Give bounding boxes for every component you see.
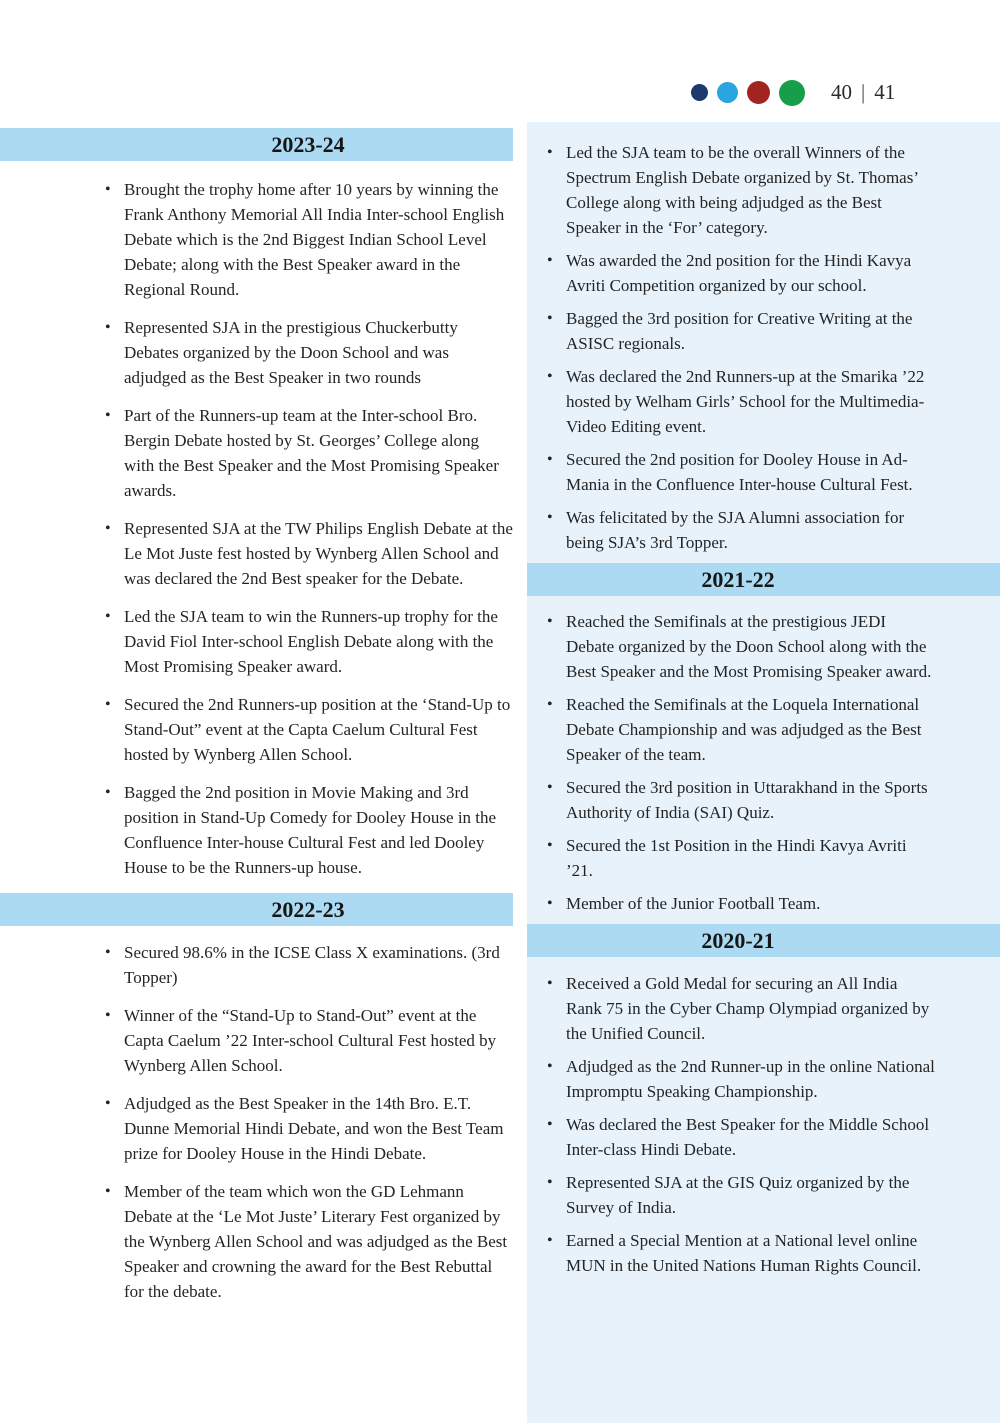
left-column [0,0,513,1317]
list-item: • Represented SJA at the GIS Quiz organized by the Survey of India. [545,1170,937,1220]
achievements-2023-24-left [103,177,513,880]
section-band-2021-22 [527,563,1000,596]
list-item: • Represented SJA in the prestigious Chuckerbutty Debates organized by the Doon School and was adjudged as the Best Speaker in two rounds [103,315,513,390]
list-item: • Reached the Semifinals at the prestigious JEDI Debate organized by the Doon School along with the Best Speaker and the Most Promising Speaker award. [545,609,937,684]
section-band-2020-21 [527,924,1000,957]
list-item: • Bagged the 3rd position for Creative Writing at the ASISC regionals. [545,306,937,356]
list-item: • Received a Gold Medal for securing an All India Rank 75 in the Cyber Champ Olympiad organized by the Unified Council. [545,971,937,1046]
section-title: 2021-22 [701,567,775,592]
list-item: • Earned a Special Mention at a National level online MUN in the United Nations Human Rights Council. [545,1228,937,1278]
list-item: • Winner of the “Stand-Up to Stand-Out” event at the Capta Caelum ’22 Inter-school Cultural Fest hosted by Wynberg Allen School. [103,1003,513,1078]
list-item: • Secured the 3rd position in Uttarakhand in the Sports Authority of India (SAI) Quiz. [545,775,937,825]
achievements-2020-21 [545,971,1000,1278]
list-item: • Led the SJA team to win the Runners-up trophy for the David Fiol Inter-school English Debate along with the Most Promising Speaker award. [103,604,513,679]
section-title: 2023-24 [271,132,345,157]
page-number-left: 40 [831,80,852,104]
list-item: • Represented SJA at the TW Philips English Debate at the Le Mot Juste fest hosted by Wynberg Allen School and was declared the 2nd Best speaker for the Debate. [103,516,513,591]
list-item: • Brought the trophy home after 10 years by winning the Frank Anthony Memorial All India Inter-school English Debate which is the 2nd Biggest Indian School Level Debate; along with the Best Speaker award in the Regional Round. [103,177,513,302]
page-number-separator: | [861,80,866,104]
section-band-2022-23 [0,893,513,926]
list-item: • Was declared the 2nd Runners-up at the Smarika ’22 hosted by Welham Girls’ School for the Multimedia- Video Editing event. [545,364,937,439]
section-title: 2022-23 [271,897,345,922]
list-item: • Secured the 2nd Runners-up position at the ‘Stand-Up to Stand-Out” event at the Capta Caelum Cultural Fest hosted by Wynberg Allen School. [103,692,513,767]
list-item: • Bagged the 2nd position in Movie Making and 3rd position in Stand-Up Comedy for Dooley House in the Confluence Inter-house Cultural Fest and led Dooley House to be the Runners-up house. [103,780,513,880]
green-dot-icon [779,80,805,106]
achievements-2023-24-right [545,140,1000,555]
navy-dot-icon [691,84,708,101]
list-item: • Secured 98.6% in the ICSE Class X examinations. (3rd Topper) [103,940,513,990]
list-item: • Part of the Runners-up team at the Inter-school Bro. Bergin Debate hosted by St. Georges’ College along with the Best Speaker and the Most Promising Speaker awards. [103,403,513,503]
page-number-right: 41 [874,80,896,104]
list-item: • Led the SJA team to be the overall Winners of the Spectrum English Debate organized by St. Thomas’ College along with being adjudged as the Best Speaker in the ‘For’ category. [545,140,937,240]
light-blue-dot-icon [717,82,738,103]
list-item: • Member of the team which won the GD Lehmann Debate at the ‘Le Mot Juste’ Literary Fest organized by the Wynberg Allen School and was adjudged as the Best Speaker and crowning the award for the Best Rebuttal for the debate. [103,1179,513,1304]
list-item: • Secured the 1st Position in the Hindi Kavya Avriti ’21. [545,833,937,883]
page-numbers [831,80,895,105]
section-title: 2020-21 [701,928,775,953]
list-item: • Was felicitated by the SJA Alumni association for being SJA’s 3rd Topper. [545,505,937,555]
list-item: • Was awarded the 2nd position for the Hindi Kavya Avriti Competition organized by our school. [545,248,937,298]
list-item: • Reached the Semifinals at the Loquela International Debate Championship and was adjudged as the Best Speaker of the team. [545,692,937,767]
list-item: • Adjudged as the 2nd Runner-up in the online National Impromptu Speaking Championship. [545,1054,937,1104]
list-item: • Was declared the Best Speaker for the Middle School Inter-class Hindi Debate. [545,1112,937,1162]
section-band-2023-24 [0,128,513,161]
brand-dots [691,79,805,106]
achievements-2022-23 [103,940,513,1304]
achievements-2021-22 [545,609,1000,916]
list-item: • Member of the Junior Football Team. [545,891,937,916]
right-column-panel [527,122,1000,1423]
list-item: • Adjudged as the Best Speaker in the 14th Bro. E.T. Dunne Memorial Hindi Debate, and won the Best Team prize for Dooley House in the Hindi Debate. [103,1091,513,1166]
red-dot-icon [747,81,770,104]
list-item: • Secured the 2nd position for Dooley House in Ad-Mania in the Confluence Inter-house Cultural Fest. [545,447,937,497]
